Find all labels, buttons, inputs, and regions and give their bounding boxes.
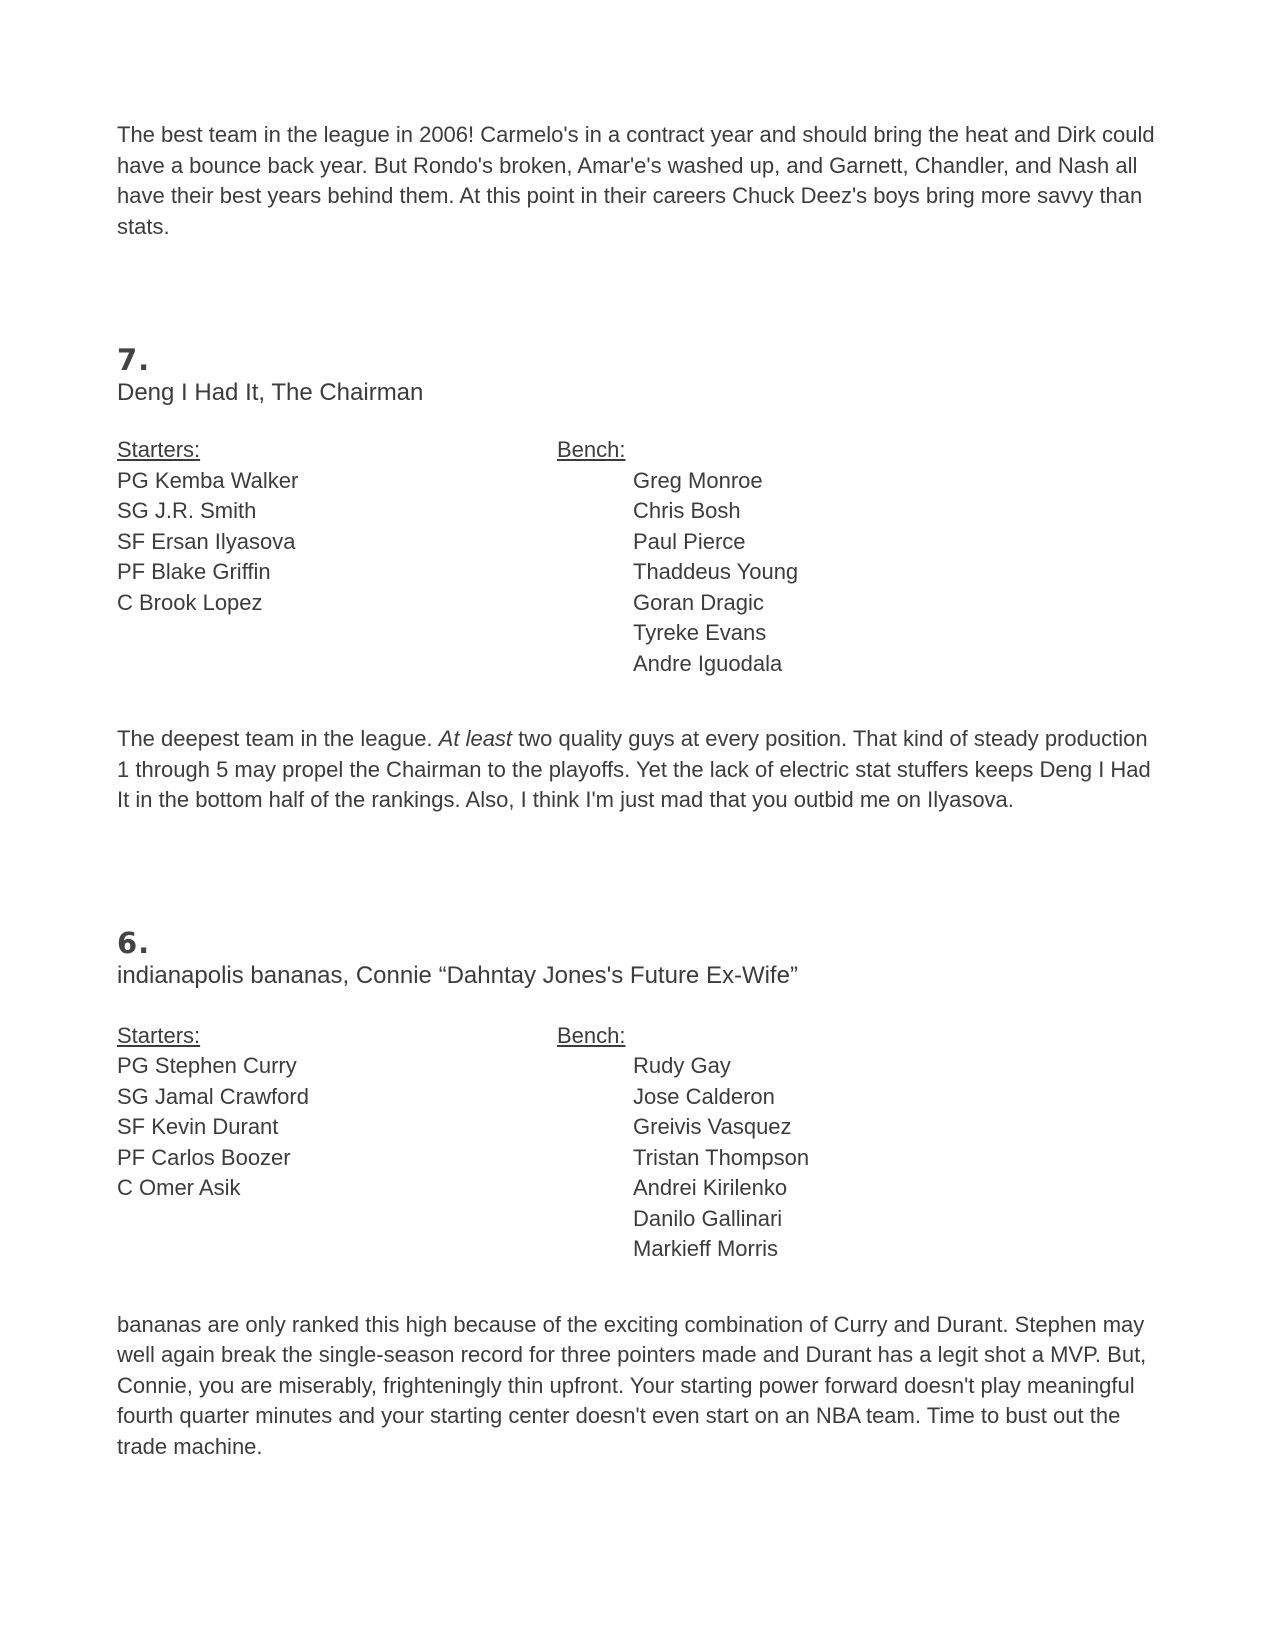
starter-item: PG Kemba Walker: [117, 467, 299, 493]
roster: [117, 435, 1157, 691]
team-name: indianapolis bananas, Connie “Dahntay Jones's Future Ex-Wife”: [117, 961, 798, 989]
starter-item: SG J.R. Smith: [117, 498, 257, 523]
bench-item: Chris Bosh: [633, 498, 741, 523]
bench-item: Rudy Gay: [633, 1053, 731, 1078]
bench-item: Andre Iguodala: [633, 650, 783, 676]
intro-paragraph: The best team in the league in 2006! Carmelo's in a contract year and should bring the heat and Dirk could have a bounce back year. But Rondo's broken, Amar'e's washed up, and Garnett, Chandler, and Nash all have their best years behind them. At this point in their careers Chuck Deez's boys bring more savvy than stats.: [117, 122, 1155, 239]
bench-heading: Bench:: [557, 437, 626, 462]
starters-column: [117, 1021, 309, 1204]
team-analysis-paragraph: [117, 724, 1157, 816]
rank-section-7: [117, 344, 1157, 816]
bench-item: Thaddeus Young: [633, 559, 799, 584]
team-analysis-paragraph: bananas are only ranked this high because of the exciting combination of Curry and Durant. Stephen may well again break the single-season record for three pointers made and Durant has a legit shot a MVP. But, Connie, you are miserably, frighteningly thin upfront. Your starting power forward doesn't play meaningful fourth quarter minutes and your starting center doesn't even start on an NBA team. Time to bust out the trade machine.: [117, 1311, 1147, 1459]
bench-list: [557, 1051, 809, 1265]
bench-item: Greg Monroe: [633, 467, 763, 493]
starter-item: C Omer Asik: [117, 1175, 241, 1200]
bench-item: Paul Pierce: [633, 528, 746, 554]
bench-item: Danilo Gallinari: [633, 1205, 783, 1231]
starter-item: SG Jamal Crawford: [117, 1083, 309, 1109]
starters-column: [117, 435, 298, 618]
bench-heading: Bench:: [557, 1022, 626, 1048]
starters-heading: Starters:: [117, 437, 201, 462]
bench-item: Andrei Kirilenko: [633, 1175, 788, 1200]
starter-item: SF Ersan Ilyasova: [117, 528, 296, 554]
rank-section-6: [117, 927, 1157, 1463]
bench-column: [557, 1021, 809, 1265]
bench-item: Greivis Vasquez: [633, 1114, 792, 1139]
starter-item: C Brook Lopez: [117, 589, 263, 615]
analysis-emphasis: At least: [438, 726, 513, 751]
starters-heading: Starters:: [117, 1022, 201, 1048]
starter-item: SF Kevin Durant: [117, 1114, 279, 1139]
starter-item: PF Blake Griffin: [117, 559, 271, 584]
team-name: Deng I Had It, The Chairman: [117, 379, 424, 406]
bench-item: Markieff Morris: [633, 1236, 779, 1261]
bench-item: Goran Dragic: [633, 589, 764, 615]
analysis-text: two quality guys at every position. That kind of steady production 1 through 5 may propel the Chairman to the playoffs. Yet the lack of electric stat stuffers keeps Deng I Had It in the bottom half of the rankings. Also, I think I'm just mad that you outbid me on Ilyasova.: [117, 726, 1151, 812]
rank-number: 7.: [117, 343, 151, 377]
starter-item: PF Carlos Boozer: [117, 1144, 291, 1170]
roster: [117, 1021, 1157, 1277]
bench-item: Jose Calderon: [633, 1083, 775, 1109]
bench-item: Tyreke Evans: [633, 620, 767, 645]
rank-number: 6.: [117, 925, 151, 960]
bench-item: Tristan Thompson: [633, 1144, 810, 1170]
document-page: [117, 120, 1157, 1462]
bench-list: [557, 466, 798, 680]
starter-item: PG Stephen Curry: [117, 1053, 297, 1078]
bench-column: [557, 435, 798, 679]
analysis-text: The deepest team in the league.: [117, 726, 439, 751]
